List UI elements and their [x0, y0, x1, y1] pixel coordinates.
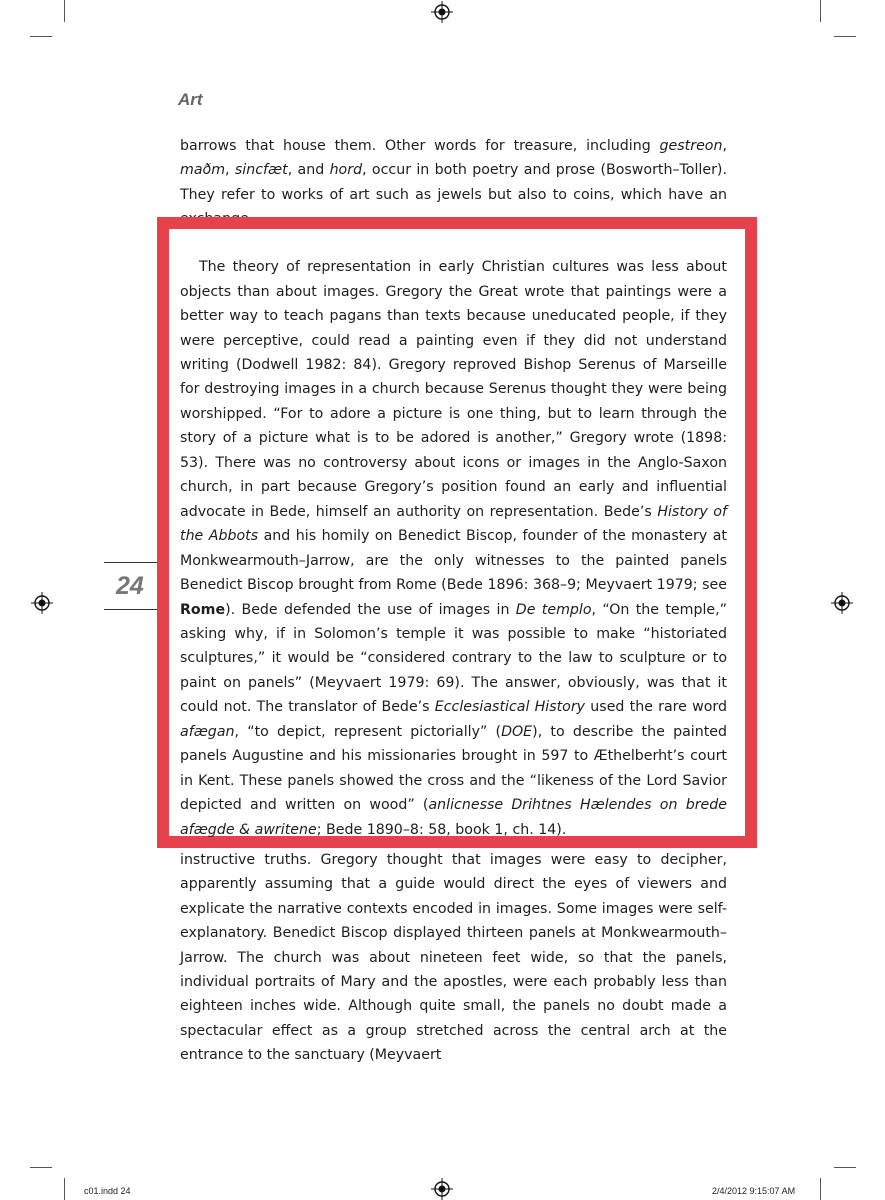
trim-mark	[820, 1178, 821, 1200]
italic-term: afægan	[180, 723, 235, 740]
paragraph: instructive truths. Gregory thought that images were easy to decipher, apparently assuming that a guide would direct the eyes of viewers and explicate the narrative contexts encoded in images. Some images were self-explanatory. Benedict Biscop displayed thirteen panels at Monkwearmouth–Jarrow. The church was about nineteen feet wide, so that the panels, individual portraits of Mary and the apostles, were each probably less than eighteen inches wide. Although quite small, the panels no doubt made a spectacular effect as a group stretched across the central arch at the entrance to the sanctuary (Meyvaert	[180, 852, 727, 1064]
highlight-box	[157, 217, 757, 848]
text-run: , occur in both poetry and prose (Bosworth–Toller). They refer to works of art such as jewels but also to coins, which have an	[180, 162, 727, 203]
italic-term: anlicnesse Drihtnes Hælendes on brede afægde & awritene	[180, 797, 727, 838]
trim-mark	[30, 36, 52, 37]
italic-title: Ecclesiastical History	[434, 699, 586, 716]
text-run: and his homily on Benedict Biscop, founder of the monastery at Monkwearmouth–Jarrow, are the only witnesses to the painted panels Benedict Biscop brought from Rome (Bede 1896: 368–9; Meyvaert 1979; see	[180, 528, 727, 594]
registration-mark-icon	[831, 592, 853, 614]
trim-mark	[820, 0, 821, 22]
text-run: The theory of representation in early Christian cultures was less about objects than about images. Gregory the Great wrote that paintings were a better way to teach pagans than texts because uneducated people, if they were perceptive, could read a painting even if they did not understand writing (Dodwell 1982: 84). Gregory reproved Bishop Serenus of Marseille for destroying images in a church because Serenus thought they were being worshipped. “For to adore a picture is one thing, but to learn through the story of a picture what is to be adored is another,” Gregory wrote (1898: 53). There was no controversy about icons or images in the Anglo-Saxon church, in part because Gregory’s position found an early and influential advocate in Bede, himself an authority on representation. Bede’s	[180, 259, 727, 520]
slug-file: c01.indd 24	[84, 1186, 131, 1196]
text-run: , “On the temple,” asking why, if in Solomon’s temple it was possible to make “historiated sculptures,” it would be “considered contrary to the law to sculpture or to paint on panels” (Meyvaert 1979: 69). The answer, obviously, was that it could not. The translator of Bede’s	[180, 601, 727, 716]
italic-term: hord	[329, 162, 363, 179]
slug-timestamp: 2/4/2012 9:15:07 AM	[712, 1186, 796, 1196]
running-head: Art	[178, 90, 203, 109]
registration-mark-icon	[431, 1178, 453, 1200]
italic-term: DOE	[501, 723, 533, 740]
text-run: ,	[722, 138, 727, 154]
text-run: barrows that house them. Other words for treasure, including	[180, 138, 660, 154]
page-number: 24	[116, 572, 144, 600]
registration-mark-icon	[431, 1, 453, 23]
text-run: , “to depict, represent pictorially” (	[234, 723, 502, 740]
cross-reference: Rome	[180, 601, 226, 618]
body-text-bottom	[180, 848, 727, 1068]
trim-mark	[834, 36, 856, 37]
text-run: used the rare word	[585, 699, 727, 716]
trim-mark	[30, 1167, 52, 1168]
trim-mark	[64, 0, 65, 22]
registration-mark-icon	[31, 592, 53, 614]
highlighted-paragraph	[180, 241, 727, 856]
italic-term: sincfæt	[234, 162, 288, 179]
text-run: ). Bede defended the use of images in	[225, 601, 516, 618]
text-run: ,	[225, 162, 235, 179]
text-run: ), to describe the painted panels Augustine and his missionaries brought in 597 to Æthelberht’s court in Kent. These panels showed the cross and the “likeness of the Lord Savior depicted and written on wood” (	[180, 723, 727, 814]
italic-term: gestreon	[659, 138, 723, 154]
trim-mark	[64, 1178, 65, 1200]
italic-title: History of the Abbots	[180, 503, 727, 545]
italic-title: De templo	[515, 601, 592, 618]
text-run: , and	[287, 162, 330, 179]
trim-mark	[834, 1167, 856, 1168]
text-run: ; Bede 1890–8: 58, book 1, ch. 14).	[316, 821, 567, 838]
italic-term: maðm	[180, 162, 226, 179]
paragraph	[180, 255, 727, 842]
